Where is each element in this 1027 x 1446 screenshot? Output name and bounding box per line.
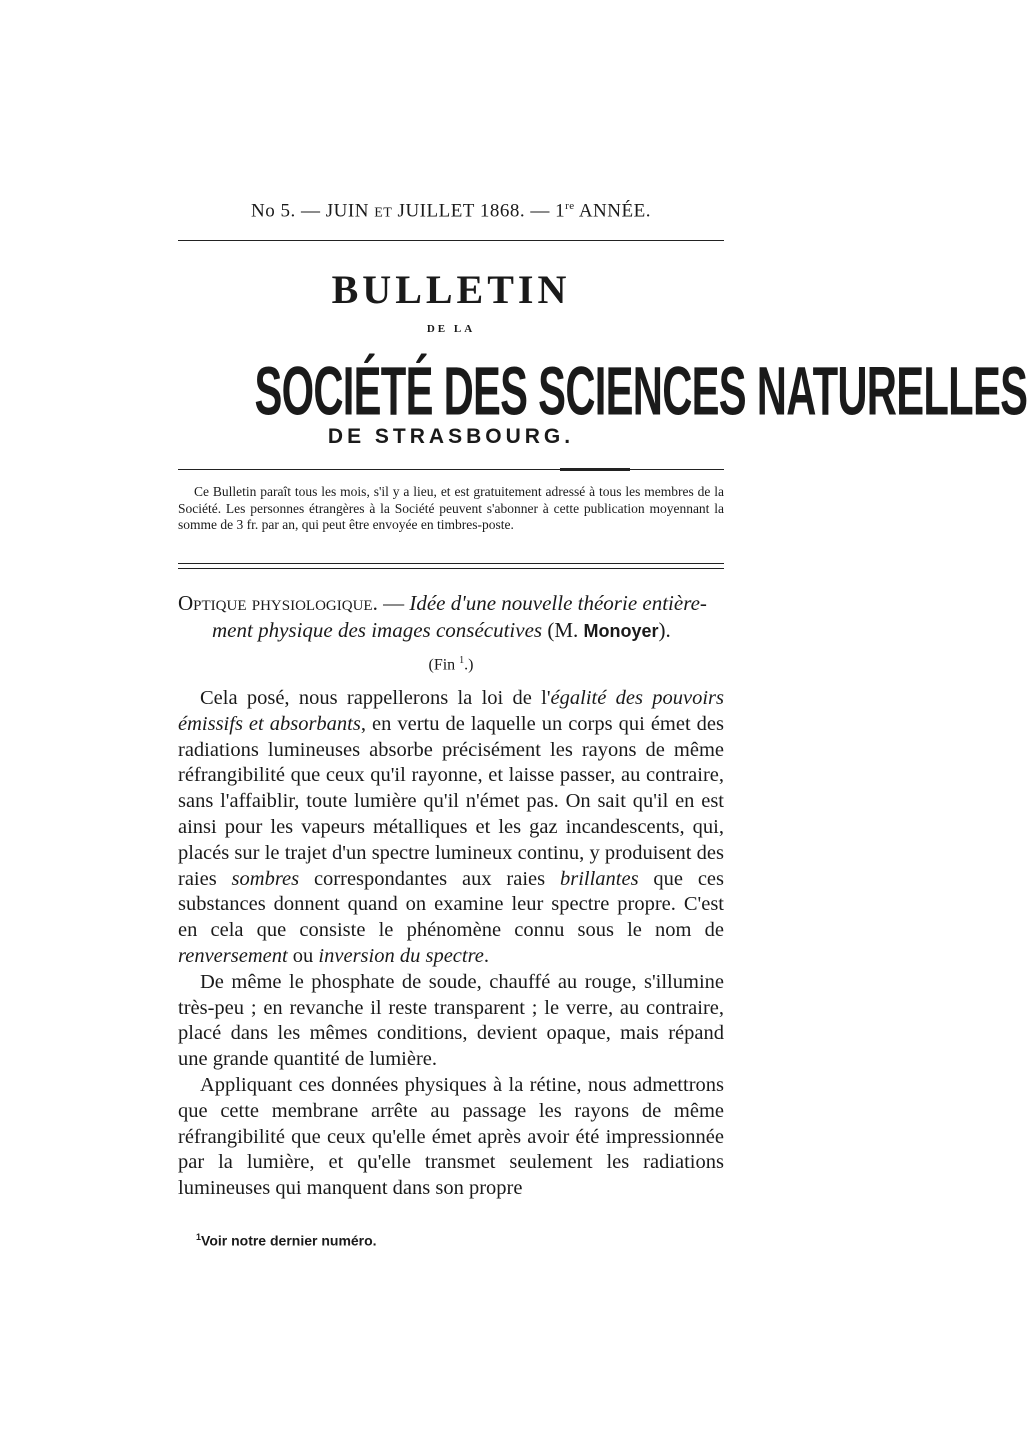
article-author: Monoyer xyxy=(583,621,659,641)
footnote-text: Voir notre dernier numéro. xyxy=(201,1232,377,1249)
masthead-rule-accent xyxy=(560,468,630,471)
p1-text-c: , en vertu de laquelle un corps qui émet des radiations lumineuses absorbe précisément les rayons de même réfrangibilité que ceux qu'il rayonne, et laisse passer, au contraire, sans l'affaiblir, toute lumière qu'il n'émet pas. On sait qu'il en est ainsi pour les vapeurs métalliques et les gaz incandescents, qui, placés sur le trajet d'un spectre lumineux continu, y produisent des raies xyxy=(178,712,724,890)
article-heading xyxy=(178,590,724,645)
p1-text-e: correspondantes aux raies xyxy=(299,867,560,890)
continuation-note xyxy=(178,655,724,674)
subscription-notice: Ce Bulletin paraît tous les mois, s'il y a lieu, et est gratuitement adressé à tous les membres de la Société. Les personnes étrangères à la Société peuvent s'abonner à cette publication moyennant la somme de 3 fr. par an, qui peut être envoyée en timbres-poste. xyxy=(178,484,724,532)
article-rubric: Optique physiologique. xyxy=(178,591,378,615)
article-body xyxy=(178,686,724,1202)
p1-text-i: ou xyxy=(287,944,319,967)
author-open: (M. xyxy=(542,618,584,642)
issue-suffix: JUILLET 1868. — 1 xyxy=(392,200,566,222)
issue-et: ET xyxy=(374,205,393,221)
p1-italic-inversion: inversion du spectre xyxy=(318,944,484,967)
article-title-2: ment physique des images consécutives xyxy=(212,618,543,642)
article-heading-line-1 xyxy=(178,590,724,617)
author-close: ). xyxy=(658,618,671,642)
masthead-rule xyxy=(178,469,724,470)
masthead-society: SOCIÉTÉ DES SCIENCES NATURELLES xyxy=(254,353,1027,430)
article-title-1: Idée d'une nouvelle théorie entière- xyxy=(409,591,707,615)
paragraph-1 xyxy=(178,686,724,970)
top-rule xyxy=(178,240,724,241)
notice-rule-2 xyxy=(178,568,724,569)
issue-line xyxy=(178,200,724,222)
footnote xyxy=(196,1232,696,1249)
p1-italic-law: égalité des pouvoirs émissifs et absorbants xyxy=(178,687,724,735)
fin-label: (Fin xyxy=(428,656,456,674)
paragraph-3: Appliquant ces données physiques à la rétine, nous admettrons que cette membrane arrête au passage les rayons de même réfrangibilité que ceux qu'elle émet après avoir été impressionnée par la lumière, et qu'elle transmet seulement les radiations lumineuses qui manquent dans son propre xyxy=(178,1073,724,1200)
p1-text-a: Cela posé, nous rappellerons la loi de l' xyxy=(200,687,551,709)
p1-italic-renversement: renversement xyxy=(178,944,288,967)
p1-italic-sombres: sombres xyxy=(231,867,300,890)
masthead-de-la: DE LA xyxy=(426,323,476,335)
masthead-title: BULLETIN xyxy=(331,267,571,312)
masthead-city: DE STRASBOURG. xyxy=(327,425,575,448)
footnote-mark: 1 xyxy=(196,1232,202,1242)
article-dash: — xyxy=(377,591,410,615)
notice-rule-1 xyxy=(178,563,724,564)
p1-text-g: que ces substances donnent quand on examine leur spectre propre. C'est en cela que consiste le phénomène connu sous le nom de xyxy=(178,867,725,942)
issue-annee: ANNÉE. xyxy=(574,200,651,222)
p1-italic-brillantes: brillantes xyxy=(559,867,639,890)
fin-close: .) xyxy=(464,656,474,674)
issue-prefix: No 5. — JUIN xyxy=(251,200,375,222)
issue-sup: re xyxy=(565,200,575,212)
fin-footnote-mark: 1 xyxy=(459,655,465,666)
p1-text-k: . xyxy=(483,944,490,967)
paragraph-2: De même le phosphate de soude, chauffé au rouge, s'illumine très-peu ; en revanche il reste transparent ; le verre, au contraire, placé dans les mêmes conditions, devient opaque, mais répand une grande quantité de lumière. xyxy=(178,970,724,1071)
article-heading-line-2 xyxy=(178,617,724,645)
